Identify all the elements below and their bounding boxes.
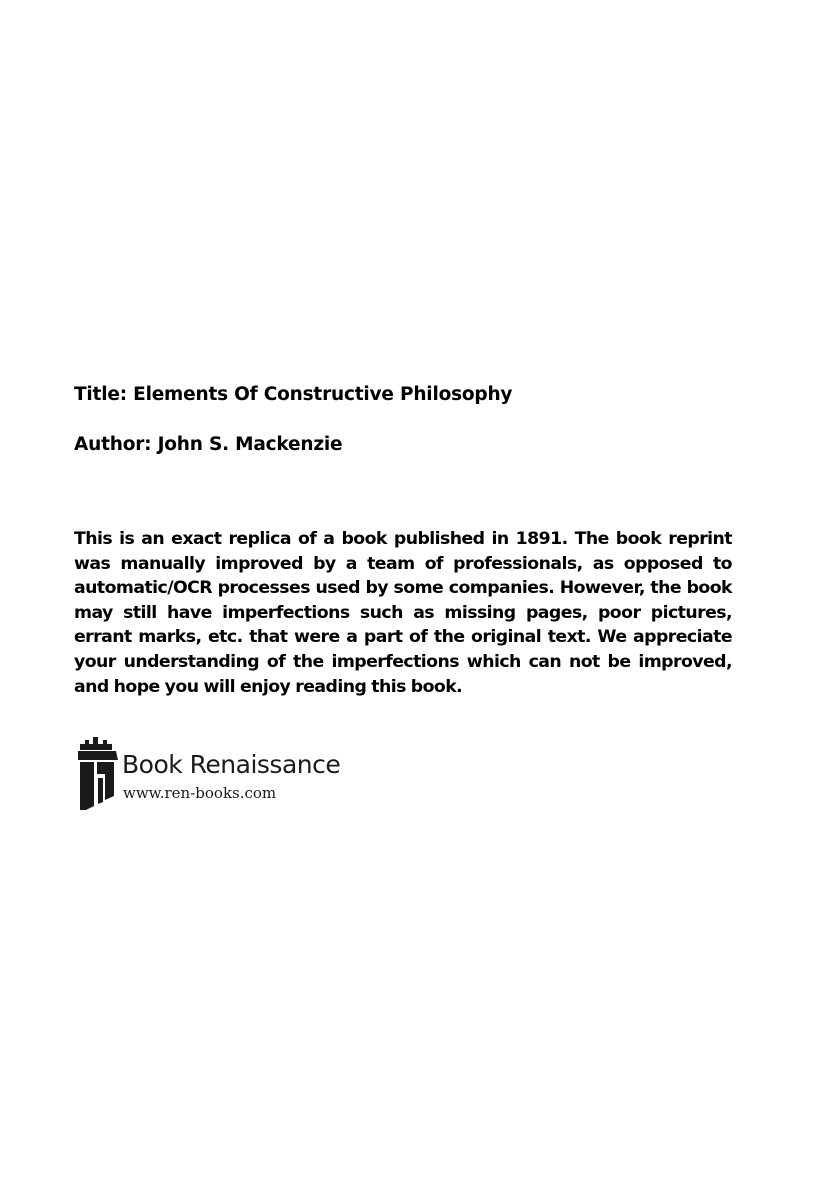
- publisher-url: www.ren-books.com: [123, 784, 277, 802]
- book-title: Title: Elements Of Constructive Philosophy: [74, 384, 513, 405]
- publisher-name: Book Renaissance: [122, 750, 341, 779]
- book-tower-icon: [76, 734, 120, 812]
- publisher-logo: [76, 734, 340, 814]
- reprint-notice: This is an exact replica of a book published in 1891. The book reprint was manually improved by a team of professionals, as opposed to automatic/OCR processes used by some companies. However, the book may still have imperfections such as missing pages, poor pictures, errant marks, etc. that were a part of the original text. We appreciate your understanding of the imperfections which can not be improved, and hope you will enjoy reading this book.: [74, 529, 732, 697]
- book-author: Author: John S. Mackenzie: [74, 434, 343, 455]
